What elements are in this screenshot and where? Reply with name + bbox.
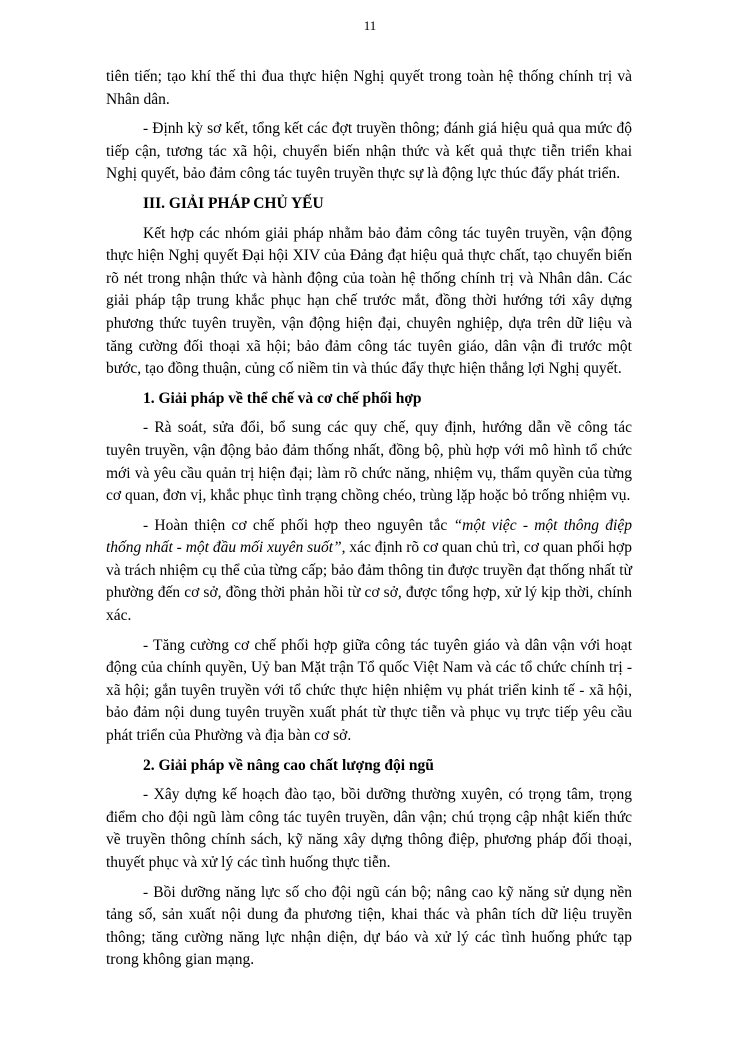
- coordination-text-start: - Hoàn thiện cơ chế phối hợp theo nguyên tắc: [143, 516, 454, 534]
- subheading-staff-quality: 2. Giải pháp về nâng cao chất lượng đội ngũ: [143, 756, 434, 774]
- paragraph-continued: tiên tiến; tạo khí thế thi đua thực hiện Nghị quyết trong toàn hệ thống chính trị và Nhân dân.: [106, 68, 632, 108]
- subheading-institutional: 1. Giải pháp về thể chế và cơ chế phối hợp: [143, 389, 422, 407]
- coordination-text-end: , xác định rõ cơ quan chủ trì, cơ quan phối hợp và trách nhiệm cụ thể của từng cấp; bảo đảm thông tin được truyền đạt thống nhất từ phường đến cơ sở, đồng thời phản hồi từ cơ sở, được tổng hợp, xử lý kịp thời, chính xác.: [106, 539, 632, 625]
- coordination-principle-quote: “một việc - một thông điệp thống nhất - một đầu mối xuyên suốt”: [106, 516, 632, 557]
- paragraph-strengthen-coordination: - Tăng cường cơ chế phối hợp giữa công tác tuyên giáo và dân vận với hoạt động của chính quyền, Uỷ ban Mặt trận Tổ quốc Việt Nam và các tổ chức chính trị - xã hội; gắn tuyên truyền với tổ chức thực hiện nhiệm vụ phát triển kinh tế - xã hội, bảo đảm nội dung tuyên truyền xuất phát từ thực tiễn và phục vụ trực tiếp yêu cầu phát triển của Phường và địa bàn cơ sở.: [106, 636, 632, 745]
- paragraph-periodic-review: - Định kỳ sơ kết, tổng kết các đợt truyền thông; đánh giá hiệu quả qua mức độ tiếp cận, tương tác xã hội, chuyển biến nhận thức và kết quả thực tiễn triển khai Nghị quyết, bảo đảm công tác tuyên truyền thực sự là động lực thúc đẩy phát triển.: [106, 120, 632, 183]
- paragraph-training-plan: - Xây dựng kế hoạch đào tạo, bồi dưỡng thường xuyên, có trọng tâm, trọng điểm cho đội ngũ làm công tác tuyên truyền, dân vận; chú trọng cập nhật kiến thức về truyền thông chính sách, kỹ năng xây dựng thông điệp, phương pháp đối thoại, thuyết phục và xử lý các tình huống thực tiễn.: [106, 786, 632, 871]
- document-body: [106, 66, 632, 979]
- paragraph-solutions-intro: Kết hợp các nhóm giải pháp nhằm bảo đảm công tác tuyên truyền, vận động thực hiện Nghị quyết Đại hội XIV của Đảng đạt hiệu quả thực chất, tạo chuyển biến rõ nét trong nhận thức và hành động của toàn hệ thống chính trị và Nhân dân. Các giải pháp tập trung khắc phục hạn chế trước mắt, đồng thời hướng tới xây dựng phương thức tuyên truyền, vận động hiện đại, chuyên nghiệp, dựa trên dữ liệu và tăng cường đối thoại xã hội; bảo đảm công tác tuyên giáo, dân vận đi trước một bước, tạo đồng thuận, củng cố niềm tin và thúc đẩy thực hiện thắng lợi Nghị quyết.: [106, 224, 632, 378]
- paragraph-review-regulations: - Rà soát, sửa đổi, bổ sung các quy chế, quy định, hướng dẫn về công tác tuyên truyền, vận động bảo đảm thống nhất, đồng bộ, phù hợp với mô hình tổ chức mới và yêu cầu quản trị hiện đại; làm rõ chức năng, nhiệm vụ, thẩm quyền của từng cơ quan, đơn vị, khắc phục tình trạng chồng chéo, trùng lặp hoặc bỏ trống nhiệm vụ.: [106, 419, 632, 505]
- paragraph-digital-capacity: - Bồi dưỡng năng lực số cho đội ngũ cán bộ; nâng cao kỹ năng sử dụng nền tảng số, sản xuất nội dung đa phương tiện, khai thác và phân tích dữ liệu truyền thông; tăng cường năng lực nhận diện, dự báo và xử lý các tình huống phức tạp trong không gian mạng.: [106, 883, 632, 969]
- section-heading: III. GIẢI PHÁP CHỦ YẾU: [143, 194, 324, 212]
- paragraph-coordination-mechanism: [106, 515, 632, 628]
- page-number: 11: [363, 18, 377, 33]
